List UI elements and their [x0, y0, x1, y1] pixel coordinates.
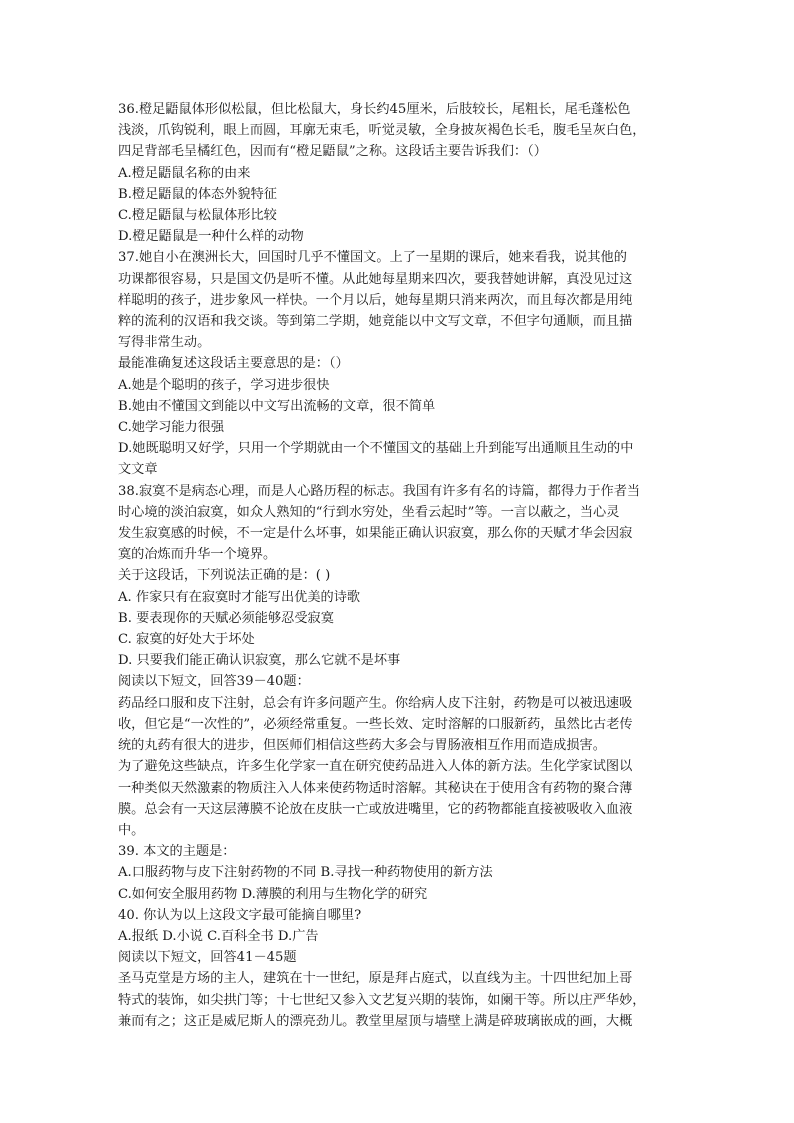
text-line: 40. 你认为以上这段文字最可能摘自哪里?	[118, 907, 362, 923]
text-line: A.她是个聪明的孩子，学习进步很快	[118, 377, 330, 393]
text-line: 样聪明的孩子，进步象风一样快。一个月以后，她每星期只消来两次，而且每次都是用纯	[118, 292, 633, 308]
text-line: 浅淡，爪钩锐利，眼上而圆，耳廓无束毛，听觉灵敏，全身披灰褐色长毛，腹毛呈灰白色，	[118, 123, 646, 139]
text-line: B. 要表现你的天赋必须能够忍受寂寞	[118, 610, 334, 626]
text-line: 粹的流利的汉语和我交谈。等到第二学期，她竟能以中文写文章，不但字句通顺，而且描	[118, 314, 633, 330]
text-line: 最能准确复述这段话主要意思的是：（）	[118, 356, 349, 372]
document-body	[118, 99, 678, 1032]
text-line: 功课都很容易，只是国文仍是听不懂。从此她每星期来四次，要我替她讲解，真没见过这	[118, 271, 633, 287]
text-line: 为了避免这些缺点，许多生化学家一直在研究使药品进入人体的新方法。生化学家试图以	[118, 759, 633, 775]
text-line: C. 寂寞的好处大于坏处	[118, 632, 255, 648]
text-line: 特式的装饰，如尖拱门等；十七世纪又参入文艺复兴期的装饰，如阑干等。所以庄严华妙，	[118, 992, 646, 1008]
text-line: 阅读以下短文，回答41－45题	[118, 950, 297, 966]
document-page	[118, 99, 678, 1032]
text-line: C.橙足鼯鼠与松鼠体形比较	[118, 208, 277, 224]
text-line: B.橙足鼯鼠的体态外貌特征	[118, 186, 277, 202]
text-line: D.橙足鼯鼠是一种什么样的动物	[118, 229, 304, 245]
text-line: D.她既聪明又好学，只用一个学期就由一个不懂国文的基础上升到能写出通顺且生动的中	[118, 441, 634, 457]
text-line: 四足背部毛呈橘红色，因而有“橙足鼯鼠”之称。这段话主要告诉我们：（）	[118, 144, 547, 160]
text-line: D. 只要我们能正确认识寂寞，那么它就不是坏事	[118, 653, 401, 669]
text-line: 膜。总会有一天这层薄膜不论放在皮肤一亡或放进嘴里，它的药物都能直接被吸收入血液	[118, 801, 633, 817]
text-line: 38.寂寞不是病态心理，而是人心路历程的标志。我国有许多有名的诗篇，都得力于作者当	[118, 483, 641, 499]
text-line: 发生寂寞感的时候，不一定是什么坏事，如果能正确认识寂寞，那么你的天赋才华会因寂	[118, 526, 633, 542]
text-line: 收，但它是“一次性的”，必须经常重复。一些长效、定时溶解的口服新药，虽然比古老传	[118, 716, 633, 732]
text-line: A. 作家只有在寂寞时才能写出优美的诗歌	[118, 589, 361, 605]
text-line: 寞的冶炼而升华一个境界。	[118, 547, 277, 563]
text-line: A.口服药物与皮下注射药物的不同 B.寻找一种药物使用的新方法	[118, 865, 493, 881]
text-line: 文文章	[118, 462, 158, 478]
text-line: 时心境的淡泊寂寞，如众人熟知的“行到水穷处，坐看云起时”等。一言以蔽之，当心灵	[118, 504, 620, 520]
text-line: 中。	[118, 822, 145, 838]
text-line: 阅读以下短文，回答39－40题：	[118, 674, 310, 690]
text-line: 写得非常生动。	[118, 335, 211, 351]
text-line: 39. 本文的主题是：	[118, 844, 236, 860]
text-line: 一种类似天然激素的物质注入人体来使药物适时溶解。其秘诀在于使用含有药物的聚合薄	[118, 780, 633, 796]
text-line: 关于这段话，下列说法正确的是：( )	[118, 568, 331, 584]
text-line: 兼而有之；这正是威尼斯人的漂亮劲儿。教堂里屋顶与墙壁上满是碎玻璃嵌成的画，大概	[118, 1013, 633, 1029]
text-line: 36.橙足鼯鼠体形似松鼠，但比松鼠大，身长约45厘米，后肢较长，尾粗长，尾毛蓬松色	[118, 102, 631, 117]
text-line: B.她由不懂国文到能以中文写出流畅的文章，很不简单	[118, 398, 436, 414]
text-line: 37.她自小在澳洲长大，回国时几乎不懂国文。上了一星期的课后，她来看我，说其他的	[118, 250, 627, 266]
text-line: 统的丸药有很大的进步，但医师们相信这些药大多会与胃肠液相互作用而造成损害。	[118, 738, 606, 754]
text-line: A.报纸 D.小说 C.百科全书 D.广告	[118, 928, 319, 944]
text-line: 药品经口服和皮下注射，总会有许多问题产生。你给病人皮下注射，药物是可以被迅速吸	[118, 695, 633, 711]
text-line: 圣马克堂是方场的主人，建筑在十一世纪，原是拜占庭式，以直线为主。十四世纪加上哥	[118, 971, 633, 987]
text-line: C.如何安全服用药物 D.薄膜的利用与生物化学的研究	[118, 886, 428, 902]
text-line: C.她学习能力很强	[118, 420, 225, 436]
text-line: A.橙足鼯鼠名称的由来	[118, 165, 251, 181]
